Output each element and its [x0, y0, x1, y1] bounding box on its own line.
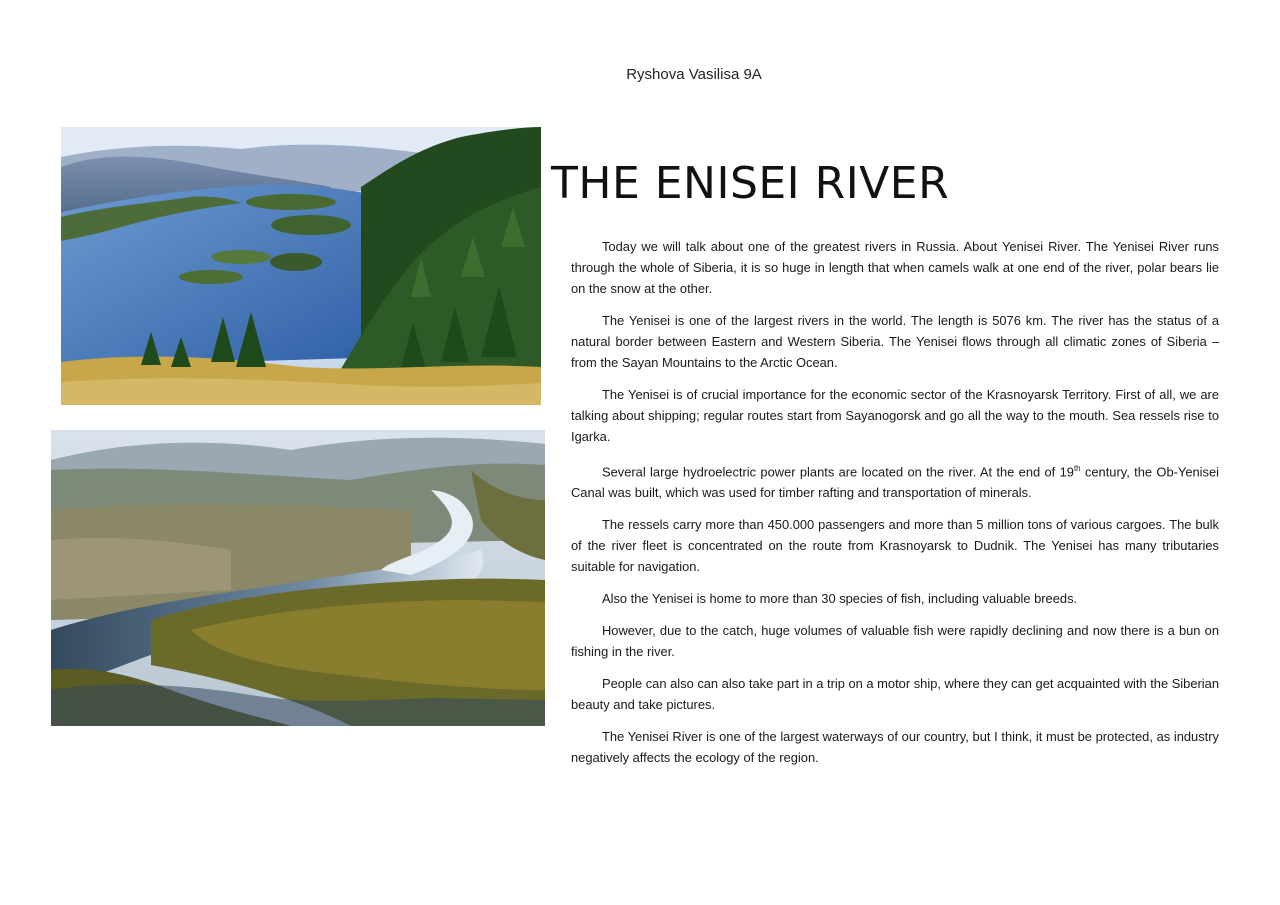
paragraph-5: The ressels carry more than 450.000 passengers and more than 5 million tons of various cargoes. The bulk of the river fleet is concentrated on the route from Krasnoyarsk to Dudnik. The Yenisei has many tributaries suitable for navigation. — [571, 517, 1219, 575]
river-valley-image — [51, 430, 545, 726]
paragraph-8: People can also can also take part in a trip on a motor ship, where they can get acquainted with the Siberian beauty and take pictures. — [571, 676, 1219, 713]
river-photo-top — [61, 127, 541, 405]
paragraph-9: The Yenisei River is one of the largest waterways of our country, but I think, it must be protected, as industry negatively affects the ecology of the region. — [571, 729, 1219, 766]
paragraph-4-superscript: th — [1073, 464, 1081, 473]
paragraph-6: Also the Yenisei is home to more than 30 species of fish, including valuable breeds. — [602, 591, 1078, 607]
paragraph-4 — [571, 458, 1219, 503]
article-body — [571, 236, 1219, 779]
paragraph-2: The Yenisei is one of the largest rivers in the world. The length is 5076 km. The river has the status of a natural border between Eastern and Western Siberia. The Yenisei flows through all climatic zones of Siberia – from the Sayan Mountains to the Arctic Ocean. — [571, 313, 1219, 370]
page-title: THE ENISEI RIVER — [551, 158, 950, 209]
river-photo-bottom — [51, 430, 545, 726]
paragraph-4-before: Several large hydroelectric power plants are located on the river. At the end of 19 — [602, 464, 1074, 480]
paragraph-3: The Yenisei is of crucial importance for the economic sector of the Krasnoyarsk Territory. First of all, we are talking about shipping; regular routes start from Sayanogorsk and go all the way to the mouth. Sea ressels rise to Igarka. — [571, 387, 1219, 444]
paragraph-1: Today we will talk about one of the greatest rivers in Russia. About Yenisei River. The Yenisei River runs through the whole of Siberia, it is so huge in length that when camels walk at one end of the river, polar bears lie on the snow at the other. — [571, 239, 1219, 296]
paragraph-7: However, due to the catch, huge volumes of valuable fish were rapidly declining and now there is a bun on fishing in the river. — [571, 623, 1219, 660]
paragraph-4-after: century, the Ob-Yenisei Canal was built, which was used for timber rafting and transportation of minerals. — [571, 464, 1219, 501]
author-line: Ryshova Vasilisa 9A — [626, 66, 762, 83]
river-landscape-image — [61, 127, 541, 405]
